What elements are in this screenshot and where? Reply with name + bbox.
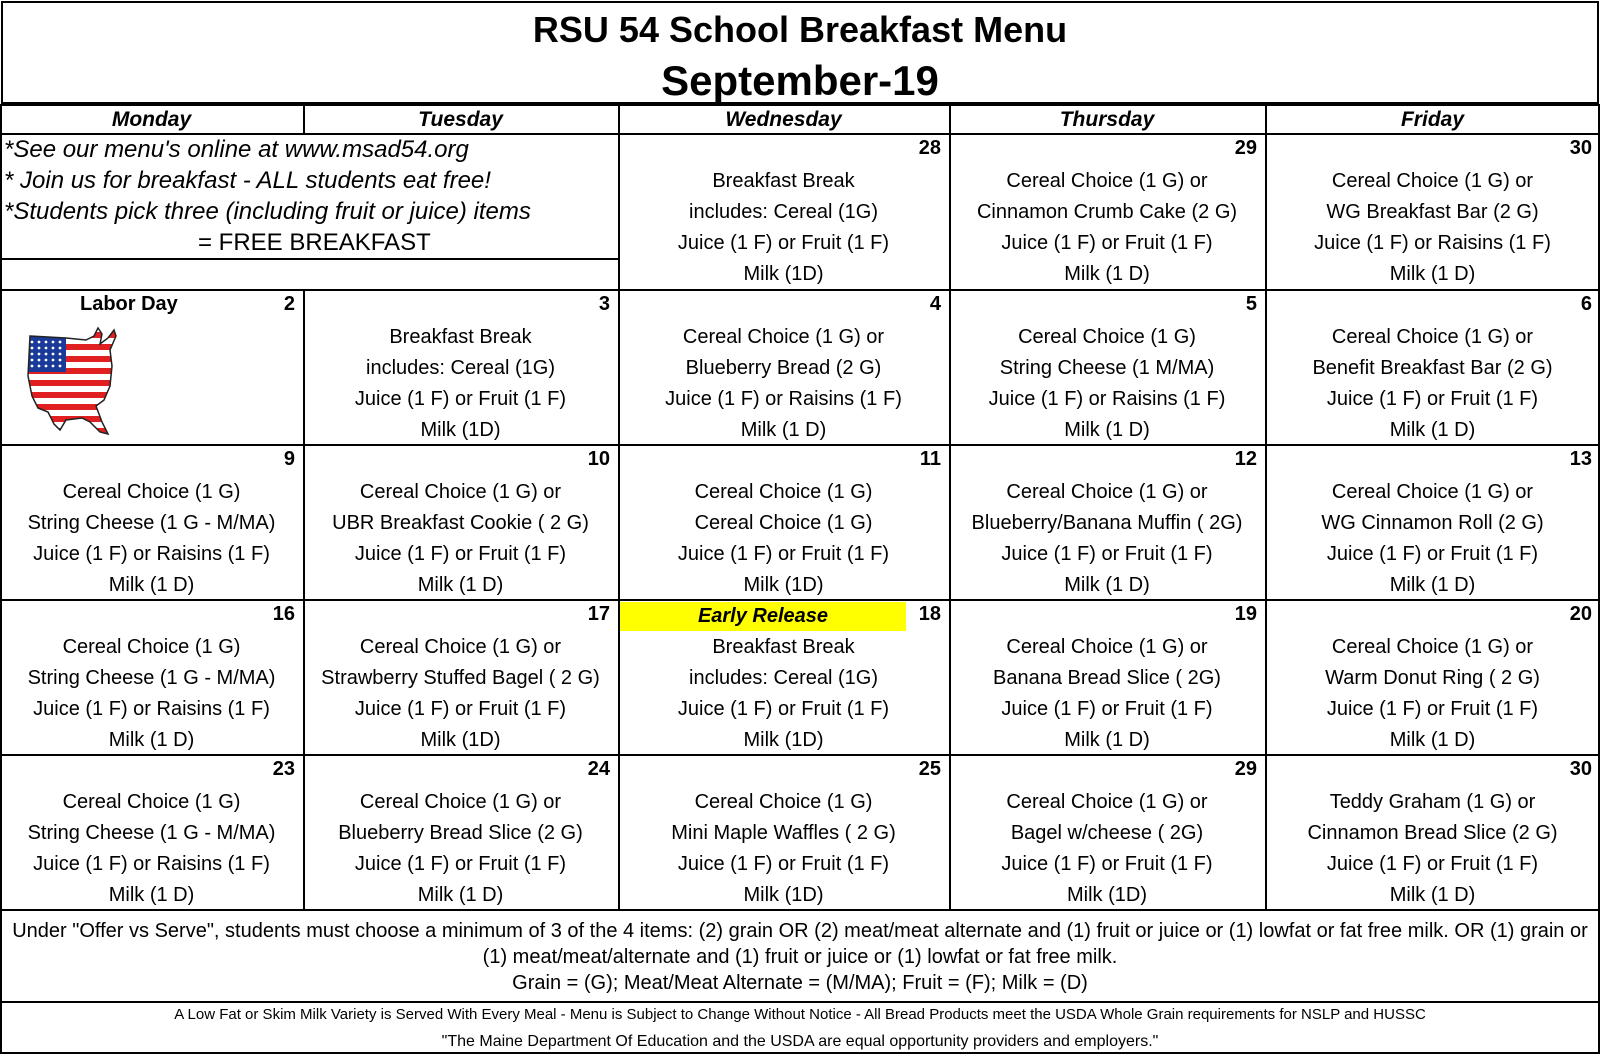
menu-items [949,477,1265,601]
day-cell [0,600,303,755]
day-cell [303,755,618,910]
menu-item: includes: Cereal (1G) [689,201,878,223]
menu-item: Juice (1 F) or Raisins (1 F) [33,853,270,875]
menu-item: Juice (1 F) or Fruit (1 F) [354,388,567,410]
day-cell [618,290,949,445]
menu-item: Blueberry Bread (2 G) [685,357,882,379]
menu-item: Milk (1 D) [108,729,195,751]
menu-items [1265,787,1600,911]
day-date: 16 [272,603,295,625]
menu-item: Cereal Choice (1 G) or [1331,326,1534,348]
day-cell [949,600,1265,755]
menu-item: Cereal Choice (1 G) or [359,791,562,813]
day-cell [618,755,949,910]
day-header-monday: Monday [111,108,192,131]
menu-item: Blueberry/Banana Muffin ( 2G) [971,512,1243,534]
menu-item: Cereal Choice (1 G) [62,636,241,658]
menu-item: String Cheese (1 G - M/MA) [27,512,276,534]
menu-item: Breakfast Break [389,326,532,348]
day-date: 2 [283,293,295,315]
menu-item: Cinnamon Crumb Cake (2 G) [976,201,1238,223]
day-date: 3 [598,293,610,315]
menu-item: Juice (1 F) or Fruit (1 F) [677,853,890,875]
menu-item: String Cheese (1 G - M/MA) [27,667,276,689]
day-date: 20 [1569,603,1592,625]
menu-items [618,632,949,756]
menu-item: Cereal Choice (1 G) [1018,326,1196,348]
day-cell [949,445,1265,600]
menu-item: Juice (1 F) or Fruit (1 F) [354,698,567,720]
menu-item: Milk (1 D) [1064,419,1150,441]
day-cell [1265,755,1600,910]
menu-item: Milk (1D) [743,263,824,285]
menu-item: String Cheese (1 G - M/MA) [27,822,276,844]
menu-item: Cereal Choice (1 G) [694,791,873,813]
day-cell [1265,290,1600,445]
menu-items [0,477,303,601]
menu-items [618,166,949,290]
menu-item: Cereal Choice (1 G) or [359,636,562,658]
menu-item: Juice (1 F) or Fruit (1 F) [1326,698,1539,720]
menu-item: Milk (1D) [743,729,824,751]
menu-item: Milk (1 D) [108,574,195,596]
day-date: 4 [929,293,941,315]
menu-item: WG Breakfast Bar (2 G) [1326,201,1539,223]
menu-item: Juice (1 F) or Fruit (1 F) [677,543,890,565]
menu-items [1265,322,1600,446]
menu-item: Juice (1 F) or Fruit (1 F) [1001,698,1213,720]
menu-item: WG Cinnamon Roll (2 G) [1321,512,1544,534]
menu-item: Juice (1 F) or Fruit (1 F) [1001,853,1213,875]
day-cell [1265,600,1600,755]
grid-line [0,1001,1600,1003]
menu-item: Milk (1 D) [740,419,827,441]
menu-item: Blueberry Bread Slice (2 G) [338,822,583,844]
menu-item: Cereal Choice (1 G) [694,481,873,503]
day-header-thursday: Thursday [1059,108,1155,131]
grid-line [0,258,618,260]
menu-items [949,322,1265,446]
footer-disclaimer: A Low Fat or Skim Milk Variety is Served With Every Meal - Menu is Subject to Change Without Notice - All Bread Products meet the USDA Whole Grain requirements for NSLP and HUSSC [174,1006,1426,1023]
menu-item: Cereal Choice (1 G) or [359,481,562,503]
day-cell [0,445,303,600]
menu-item: Milk (1D) [1067,884,1147,906]
menu-items [303,322,618,446]
menu-item: Bagel w/cheese ( 2G) [1010,822,1204,844]
menu-item: Juice (1 F) or Fruit (1 F) [677,698,890,720]
menu-item: Milk (1 D) [1064,574,1150,596]
menu-items [0,632,303,756]
menu-item: includes: Cereal (1G) [366,357,555,379]
menu-item: Juice (1 F) or Fruit (1 F) [1326,853,1539,875]
intro-line: * Join us for breakfast - ALL students eat free! [4,167,491,194]
day-cell [949,290,1265,445]
menu-items [949,166,1265,290]
menu-item: Milk (1D) [743,884,824,906]
day-date: 12 [1234,448,1257,470]
day-cell [618,600,949,755]
day-date: 18 [918,603,941,625]
menu-item: Cereal Choice (1 G) or [1006,170,1208,192]
menu-item: Milk (1 D) [1389,729,1476,751]
menu-item: Cereal Choice (1 G) [62,481,241,503]
menu-items [1265,166,1600,290]
intro-line: *Students pick three (including fruit or juice) items [4,198,531,225]
menu-item: Benefit Breakfast Bar (2 G) [1312,357,1553,379]
menu-items [618,477,949,601]
menu-item: Milk (1 D) [417,884,504,906]
day-cell [618,134,949,290]
day-date: 29 [1234,758,1257,780]
menu-items [303,632,618,756]
day-cell [303,290,618,445]
menu-item: Juice (1 F) or Raisins (1 F) [33,698,270,720]
day-date: 6 [1580,293,1592,315]
offer-vs-serve-text: Under "Offer vs Serve", students must choose a minimum of 3 of the 4 items: (2) grain OR (2) meat/meat alternate and (1) fruit or juice or (1) lowfat or fat free milk. OR (1) grain or (1) meat/meat/alternate and (1) fruit or juice or (1) lowfat or fat free milk. [12,920,1588,968]
day-cell [0,290,303,445]
holiday-label: Labor Day [80,293,178,315]
menu-item: Juice (1 F) or Fruit (1 F) [1001,232,1213,254]
day-date: 28 [918,137,941,159]
title-box [1,1,1599,104]
menu-item: Milk (1 D) [108,884,195,906]
day-date: 29 [1234,137,1257,159]
menu-item: Milk (1D) [420,419,501,441]
day-date: 30 [1569,137,1592,159]
day-date: 19 [1234,603,1257,625]
menu-item: Cereal Choice (1 G) or [1331,170,1534,192]
day-cell [949,755,1265,910]
menu-item: UBR Breakfast Cookie ( 2 G) [332,512,589,534]
footer-equal-opportunity: "The Maine Department Of Education and the USDA are equal opportunity providers and employers." [441,1033,1159,1050]
intro-line: = FREE BREAKFAST [198,229,431,256]
menu-items [949,787,1265,911]
day-date: 25 [918,758,941,780]
legend-text: Grain = (G); Meat/Meat Alternate = (M/MA); Fruit = (F); Milk = (D) [512,972,1088,994]
menu-item: Banana Bread Slice ( 2G) [993,667,1221,689]
day-date: 5 [1245,293,1257,315]
day-date: 17 [587,603,610,625]
day-cell [949,134,1265,290]
intro-notes [4,134,620,258]
day-cell [618,445,949,600]
menu-item: Mini Maple Waffles ( 2 G) [671,822,896,844]
menu-item: Milk (1D) [420,729,501,751]
menu-item: Juice (1 F) or Fruit (1 F) [354,543,567,565]
menu-item: Cereal Choice (1 G) [62,791,241,813]
menu-item: Warm Donut Ring ( 2 G) [1325,667,1540,689]
menu-item: Breakfast Break [712,636,855,658]
menu-item: Juice (1 F) or Fruit (1 F) [1326,543,1539,565]
menu-item: Milk (1 D) [1389,263,1476,285]
menu-item: Cereal Choice (1 G) or [682,326,885,348]
menu-items [618,322,949,446]
menu-month: September-19 [661,57,939,104]
day-header-tuesday: Tuesday [418,108,503,131]
menu-items [1265,632,1600,756]
day-header-wednesday: Wednesday [725,108,842,131]
day-cell [303,600,618,755]
menu-item: Milk (1D) [743,574,824,596]
day-date: 10 [587,448,610,470]
day-cell [1265,445,1600,600]
menu-items [1265,477,1600,601]
menu-item: Cereal Choice (1 G) [694,512,873,534]
menu-item: Milk (1 D) [1389,574,1476,596]
menu-item: String Cheese (1 M/MA) [999,357,1215,379]
menu-item: Cereal Choice (1 G) or [1006,636,1208,658]
menu-title: RSU 54 School Breakfast Menu [532,9,1068,50]
menu-item: Cereal Choice (1 G) or [1331,481,1534,503]
menu-item: Cereal Choice (1 G) or [1006,481,1208,503]
day-date: 13 [1569,448,1592,470]
menu-item: Teddy Graham (1 G) or [1329,791,1536,813]
early-release-banner: Early Release [620,602,906,631]
menu-items [949,632,1265,756]
menu-items [0,787,303,911]
usa-flag-map-icon [26,326,118,438]
intro-line: *See our menu's online at www.msad54.org [4,136,469,163]
day-date: 24 [587,758,610,780]
menu-item: Juice (1 F) or Raisins (1 F) [33,543,270,565]
menu-item: Milk (1 D) [1064,729,1150,751]
day-date: 30 [1569,758,1592,780]
menu-item: Juice (1 F) or Fruit (1 F) [354,853,567,875]
menu-item: Juice (1 F) or Fruit (1 F) [1001,543,1213,565]
menu-item: Juice (1 F) or Raisins (1 F) [665,388,902,410]
menu-item: Strawberry Stuffed Bagel ( 2 G) [321,667,600,689]
menu-item: Milk (1 D) [1389,419,1476,441]
day-date: 23 [272,758,295,780]
menu-item: includes: Cereal (1G) [689,667,878,689]
menu-items [303,477,618,601]
menu-item: Milk (1 D) [1389,884,1476,906]
menu-item: Cinnamon Bread Slice (2 G) [1307,822,1558,844]
menu-item: Cereal Choice (1 G) or [1006,791,1208,813]
menu-item: Juice (1 F) or Raisins (1 F) [988,388,1226,410]
day-header-friday: Friday [1400,108,1465,131]
menu-item: Milk (1 D) [417,574,504,596]
day-date: 9 [283,448,295,470]
menu-item: Juice (1 F) or Fruit (1 F) [1326,388,1539,410]
menu-item: Cereal Choice (1 G) or [1331,636,1534,658]
menu-item: Breakfast Break [712,170,855,192]
day-date: 11 [919,448,941,470]
menu-items [303,787,618,911]
day-cell [0,755,303,910]
offer-vs-serve-note [4,918,1596,996]
day-cell [1265,134,1600,290]
menu-items [618,787,949,911]
menu-item: Juice (1 F) or Raisins (1 F) [1314,232,1551,254]
day-cell [303,445,618,600]
menu-item: Milk (1 D) [1064,263,1150,285]
menu-item: Juice (1 F) or Fruit (1 F) [677,232,890,254]
